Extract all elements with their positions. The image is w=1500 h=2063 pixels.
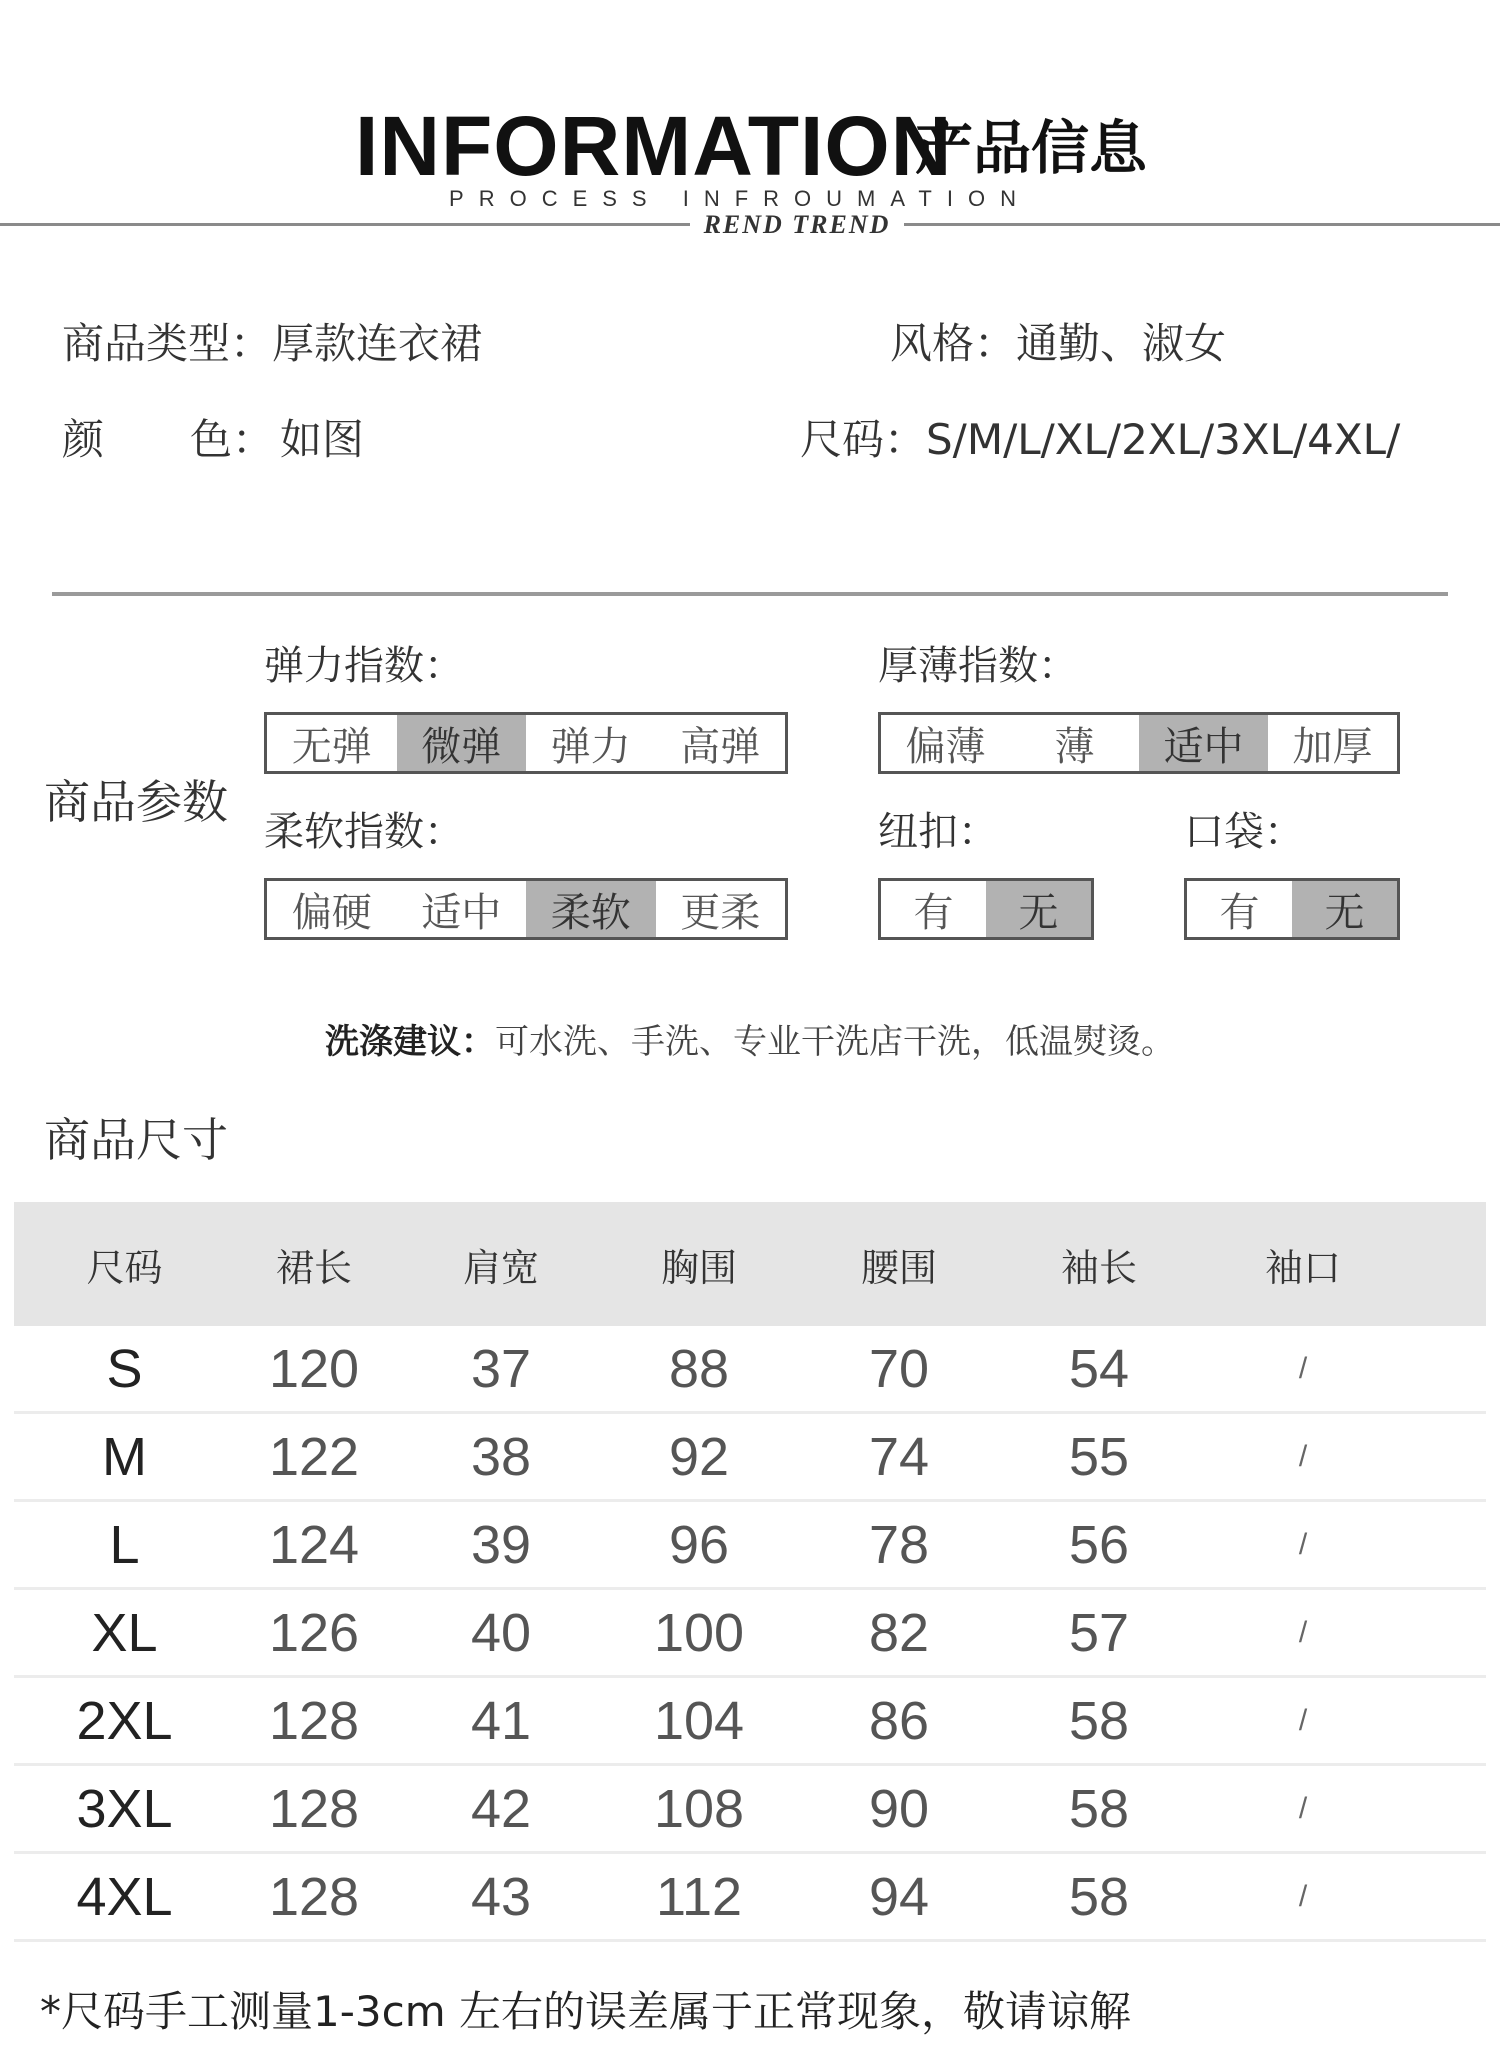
section-divider	[52, 592, 1448, 596]
measurement-note: *尺码手工测量1-3cm 左右的误差属于正常现象，敬请谅解	[40, 1987, 1131, 2036]
table-row	[14, 1326, 1486, 1414]
table-cell: /	[1298, 1703, 1308, 1737]
header-rule-left	[0, 223, 690, 226]
info-style	[890, 316, 1226, 372]
table-cell: 57	[1068, 1602, 1130, 1663]
table-cell: 70	[868, 1338, 930, 1399]
info-style-value: 通勤、淑女	[1016, 319, 1227, 368]
table-cell: 108	[653, 1778, 745, 1839]
table-cell: 96	[668, 1514, 730, 1575]
table-cell: /	[1298, 1879, 1308, 1913]
column-header: 肩宽	[462, 1245, 539, 1290]
table-cell: 100	[653, 1602, 745, 1663]
info-type-label: 商品类型：	[62, 319, 273, 368]
info-style-label: 风格：	[890, 319, 1017, 368]
table-cell: 88	[668, 1338, 730, 1399]
table-cell: 58	[1068, 1866, 1130, 1927]
column-header: 尺码	[86, 1245, 163, 1290]
table-cell: 55	[1068, 1426, 1130, 1487]
table-cell: 126	[268, 1602, 360, 1663]
elasticity-option: 高弹	[680, 723, 761, 770]
table-cell: 38	[470, 1426, 532, 1487]
table-row	[14, 1502, 1486, 1590]
table-cell: 86	[868, 1690, 930, 1751]
elasticity-option: 弹力	[550, 723, 631, 770]
softness-label: 柔软指数：	[264, 809, 464, 855]
table-cell: XL	[91, 1602, 158, 1663]
table-cell: S	[106, 1338, 143, 1399]
table-cell: 78	[868, 1514, 930, 1575]
table-cell: 120	[268, 1338, 360, 1399]
softness-option: 适中	[421, 889, 502, 936]
title-en: INFORMATION	[355, 99, 953, 193]
table-row	[14, 1414, 1486, 1502]
table-cell: 104	[653, 1690, 745, 1751]
softness-option: 偏硬	[291, 889, 372, 936]
table-row	[14, 1854, 1486, 1942]
size-table	[14, 1202, 1486, 1942]
buttons-option: 有	[913, 889, 954, 936]
elasticity-label: 弹力指数：	[264, 643, 464, 689]
softness-scale	[264, 878, 788, 940]
buttons-scale	[878, 878, 1094, 940]
table-cell: 41	[470, 1690, 532, 1751]
title-cn: 产品信息	[915, 114, 1148, 182]
softness-option: 柔软	[526, 881, 656, 937]
table-cell: 128	[268, 1866, 360, 1927]
column-header: 腰围	[860, 1245, 937, 1290]
subtitle: PROCESS INFROUMATION	[449, 186, 1031, 211]
info-color-value: 如图	[280, 415, 365, 464]
table-row	[14, 1590, 1486, 1678]
elasticity-scale	[264, 712, 788, 774]
pocket-option: 有	[1219, 889, 1260, 936]
table-cell: 58	[1068, 1690, 1130, 1751]
buttons-label: 纽扣：	[878, 809, 998, 855]
table-cell: 40	[470, 1602, 532, 1663]
info-size-value: S/M/L/XL/2XL/3XL/4XL/	[926, 415, 1401, 464]
table-cell: 4XL	[76, 1866, 173, 1927]
wash-advice	[0, 1018, 1500, 1066]
table-cell: /	[1298, 1615, 1308, 1649]
info-size-label: 尺码：	[800, 415, 927, 464]
info-size	[800, 412, 1400, 468]
table-cell: 128	[268, 1778, 360, 1839]
table-cell: 43	[470, 1866, 532, 1927]
thickness-option: 适中	[1139, 715, 1268, 771]
table-cell: 128	[268, 1690, 360, 1751]
table-cell: 58	[1068, 1778, 1130, 1839]
table-cell: 2XL	[76, 1690, 173, 1751]
table-header	[14, 1202, 1486, 1326]
pocket-label: 口袋：	[1184, 809, 1304, 855]
table-cell: /	[1298, 1351, 1308, 1385]
table-cell: 112	[655, 1866, 743, 1927]
table-cell: 90	[868, 1778, 930, 1839]
info-color	[62, 412, 364, 468]
table-cell: 37	[470, 1338, 532, 1399]
table-cell: 74	[868, 1426, 930, 1487]
table-cell: 122	[268, 1426, 360, 1487]
size-title: 商品尺寸	[44, 1113, 228, 1167]
softness-option: 更柔	[680, 889, 761, 936]
params-title: 商品参数	[44, 775, 228, 829]
thickness-option: 加厚	[1292, 723, 1373, 770]
table-cell: 94	[868, 1866, 930, 1927]
pocket-option: 无	[1292, 881, 1397, 937]
table-cell: 124	[268, 1514, 360, 1575]
table-row	[14, 1678, 1486, 1766]
elasticity-option: 无弹	[291, 723, 372, 770]
table-cell: /	[1298, 1439, 1308, 1473]
brand-name: REND TREND	[703, 210, 891, 239]
pocket-scale	[1184, 878, 1400, 940]
table-cell: 42	[470, 1778, 532, 1839]
column-header: 袖长	[1060, 1245, 1137, 1290]
table-cell: L	[109, 1514, 140, 1575]
table-cell: 92	[668, 1426, 730, 1487]
info-color-label	[62, 412, 280, 468]
table-cell: /	[1298, 1791, 1308, 1825]
column-header: 裙长	[275, 1245, 352, 1290]
table-cell: 39	[470, 1514, 532, 1575]
elasticity-option: 微弹	[397, 715, 527, 771]
table-cell: 82	[868, 1602, 930, 1663]
table-cell: 3XL	[76, 1778, 173, 1839]
column-header: 胸围	[660, 1245, 737, 1290]
thickness-label: 厚薄指数：	[878, 643, 1078, 689]
info-type-value: 厚款连衣裙	[272, 319, 483, 368]
thickness-scale	[878, 712, 1400, 774]
wash-label: 洗涤建议：	[325, 1022, 495, 1062]
table-cell: /	[1298, 1527, 1308, 1561]
thickness-option: 薄	[1054, 723, 1095, 770]
header	[0, 0, 1500, 245]
wash-text: 可水洗、手洗、专业干洗店干洗，低温熨烫。	[495, 1022, 1175, 1062]
table-cell: 56	[1068, 1514, 1130, 1575]
table-cell: M	[102, 1426, 147, 1487]
buttons-option: 无	[986, 881, 1091, 937]
table-row	[14, 1766, 1486, 1854]
info-type	[62, 316, 482, 372]
table-cell: 54	[1068, 1338, 1130, 1399]
product-info	[0, 300, 1500, 480]
info-color-label-2: 色：	[190, 415, 275, 464]
header-rule-right	[904, 223, 1500, 226]
column-header: 袖口	[1264, 1245, 1341, 1290]
info-color-label-1: 颜	[62, 415, 105, 464]
thickness-option: 偏薄	[905, 723, 986, 770]
